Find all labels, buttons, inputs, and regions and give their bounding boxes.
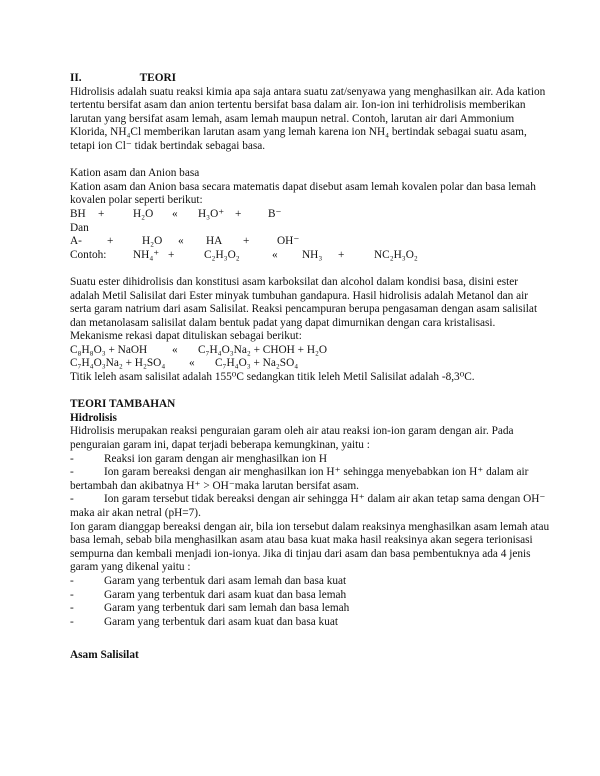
document-page [70, 72, 550, 663]
eq1-term: BH [70, 207, 86, 220]
eq1-term: B⁻ [268, 207, 282, 220]
eq4-term: « [172, 343, 178, 356]
list-item-text: Garam yang terbentuk dari sam lemah dan basa lemah [104, 602, 350, 615]
dash-bullet: - [70, 615, 74, 628]
kation-paragraph: Kation asam dan Anion basa secara matematis dapat disebut asam lemah kovalen polar dan basa lemah kovalen polar seperti berikut: [70, 180, 536, 207]
eq2-term: « [178, 235, 184, 248]
dash-bullet: - [70, 588, 74, 601]
list-item [70, 575, 550, 589]
eq3-term: « [272, 248, 278, 261]
eq3-term: NH₄⁺ [133, 248, 160, 261]
eq2-term: H₂O [142, 235, 163, 248]
dan-label: Dan [70, 221, 89, 234]
eq2-term: + [107, 235, 114, 248]
section-number: II. [70, 72, 82, 84]
eq3-term: NH₃ [302, 248, 323, 261]
eq1-term: « [172, 207, 178, 220]
section-title: TEORI [139, 72, 177, 84]
eq3-term: + [168, 248, 175, 261]
list-item [70, 466, 550, 493]
eq3-term: + [338, 248, 345, 261]
kation-title: Kation asam dan Anion basa [70, 167, 200, 180]
hidrolisis-subtitle: Hidrolisis [70, 411, 117, 424]
dash-bullet: - [70, 574, 74, 587]
equation-3 [70, 249, 550, 263]
eq2-term: HA [206, 235, 223, 248]
eq5-term: « [189, 357, 195, 370]
paragraph-intro: Hidrolisis adalah suatu reaksi kimia apa saja antara suatu zat/senyawa yang menghasilkan air. Ada kation tertentu bersifat asam dan anion tertentu bersifat basa dalam air. Ion-ion ini terhidrolisis memberikan larutan yang bersifat asam lemah, asam lemah maupun netral. Contoh, larutan air dari Ammonium Klorida, NH₄Cl memberikan larutan asam yang lemah karena ion NH₄ bertindak sebagai suatu asam, tetapi ion Cl⁻ tidak bertindak sebagai basa. [70, 85, 546, 152]
dash-bullet: - [70, 493, 74, 506]
equation-2 [70, 235, 550, 249]
equation-1 [70, 208, 550, 222]
eq5-term: C₇H₄O₃Na₂ + H₂SO₄ [70, 357, 166, 370]
section-heading [70, 72, 550, 86]
eq1-term: + [98, 207, 105, 220]
dash-bullet: - [70, 602, 74, 615]
list-item [70, 453, 550, 467]
paragraph-garam: Ion garam dianggap bereaksi dengan air, bila ion tersebut dalam reaksinya menghasilkan asam lemah atau basa lemah, sebab bila menghasilkan asam atau basa kuat maka hasil reaksinya akan segera terionisasi sempurna dan kembali menjadi ion-ionya. Jika di tinjau dari asam dan basa pembentuknya ada 4 jenis garam yang dikenal yaitu : [70, 520, 550, 574]
list-item [70, 589, 550, 603]
paragraph-ester: Suatu ester dihidrolisis dan konstitusi asam karboksilat dan alcohol dalam kondisi basa, disini ester adalah Metil Salisilat dari Ester minyak tumbuhan gandapura. Hasil hidrolisis adalah Metanol dan air serta garam natrium dari asam Salisilat. Reaksi pencampuran berupa pengasaman dengan asam salisilat dan metanolasam salisilat dalam bentuk padat yang dapat dimurnikan dengan cara kristalisasi. [70, 275, 538, 329]
list-item-text: Garam yang terbentuk dari asam lemah dan basa kuat [104, 574, 347, 587]
equation-4 [70, 344, 550, 358]
eq3-term: NC₂H₃O₂ [374, 248, 418, 261]
eq4-term: C₇H₄O₃Na₂ + CHOH + H₂O [198, 343, 328, 356]
titik-leleh: Titik leleh asam salisilat adalah 155⁰C sedangkan titik leleh Metil Salisilat adalah -8,3⁰C. [70, 371, 475, 384]
eq3-term: Contoh: [70, 248, 107, 261]
eq5-term: C₇H₄O₃ + Na₂SO₄ [215, 357, 299, 370]
list-item [70, 616, 550, 630]
eq2-term: A- [70, 235, 82, 248]
list-item [70, 602, 550, 616]
dash-bullet: - [70, 466, 74, 479]
asam-salisilat-title: Asam Salisilat [70, 649, 139, 662]
eq1-term: H₂O [133, 207, 154, 220]
eq4-term: C₈H₈O₃ + NaOH [70, 343, 148, 356]
equation-5 [70, 357, 550, 371]
teori-tambahan-title: TEORI TAMBAHAN [70, 398, 176, 411]
list-item-text: Reaksi ion garam dengan air menghasilkan ion H [104, 452, 328, 465]
eq2-term: + [243, 235, 250, 248]
eq2-term: OH⁻ [277, 235, 300, 248]
paragraph-hidrolisis: Hidrolisis merupakan reaksi penguraian garam oleh air atau reaksi ion-ion garam dengan air. Pada penguraian garam ini, dapat terjadi beberapa kemungkinan, yaitu : [70, 425, 514, 452]
eq1-term: H₃O⁺ [198, 207, 225, 220]
list-item-text: Garam yang terbentuk dari asam kuat dan basa kuat [104, 615, 339, 628]
list-item-text: Garam yang terbentuk dari asam kuat dan basa lemah [104, 588, 347, 601]
list-item-text: Ion garam bereaksi dengan air menghasilkan ion H⁺ sehingga menyebabkan ion H⁺ dalam air bertambah dan akibatnya H⁺ > OH⁻maka larutan bersifat asam. [70, 466, 529, 492]
dash-bullet: - [70, 452, 74, 465]
eq3-term: C₂H₃O₂ [204, 248, 240, 261]
mekanisme-label: Mekanisme rekasi dapat dituliskan sebagai berikut: [70, 330, 302, 343]
eq1-term: + [235, 207, 242, 220]
list-item [70, 493, 550, 520]
list-item-text: Ion garam tersebut tidak bereaksi dengan air sehingga H⁺ dalam air akan tetap sama dengan OH⁻ maka air akan netral (pH=7). [70, 493, 546, 519]
